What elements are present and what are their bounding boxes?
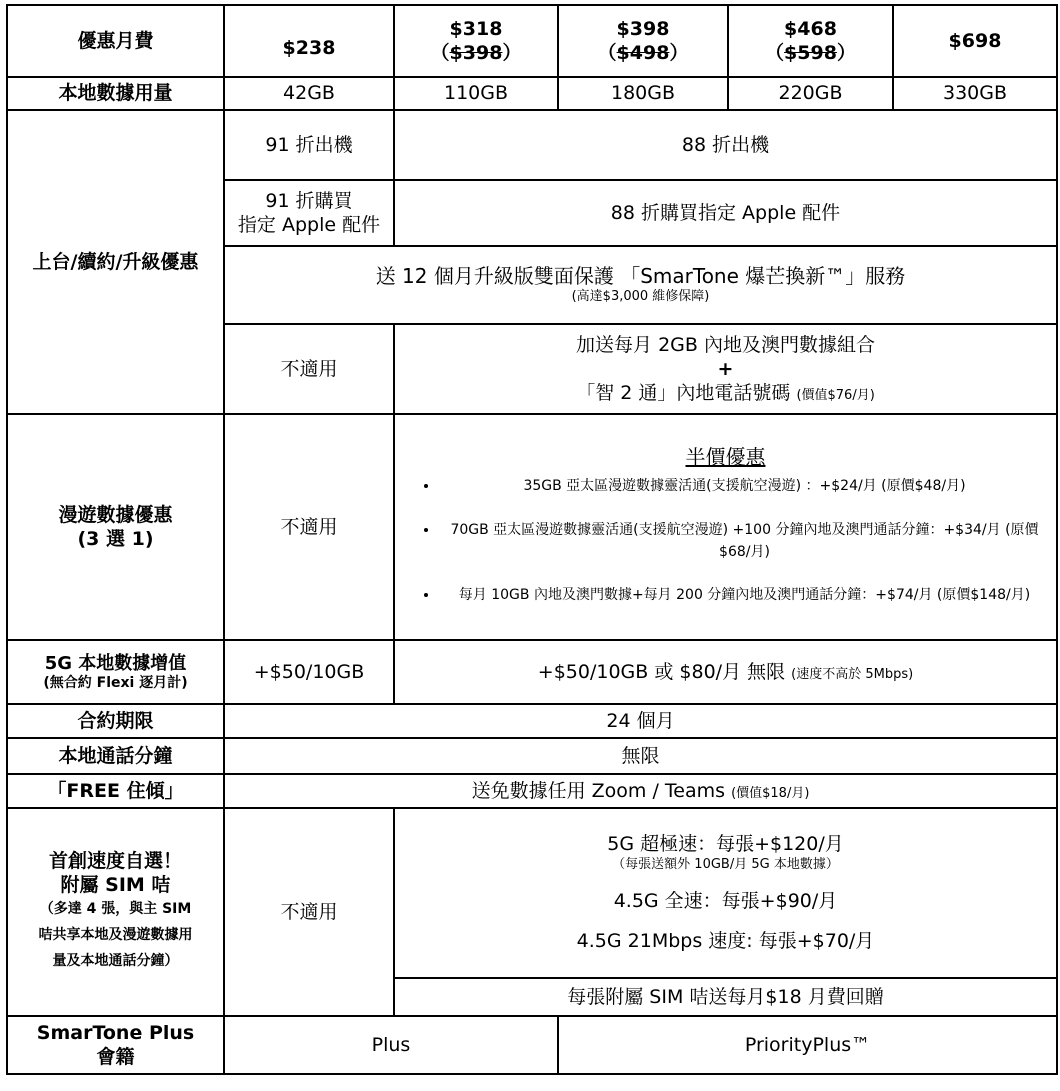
5g-addon-basic: +$50/10GB [224,640,394,704]
row-label-voice: 本地通話分鐘 [7,738,224,774]
row-roaming [7,414,1057,640]
row-label-contract: 合約期限 [7,704,224,738]
sim-tier-45g-21mbps: 4.5G 21Mbps 速度: 每張+$70/月 [576,930,875,953]
row-local-data [7,77,1057,110]
secondary-sim-tiers [394,808,1057,978]
voice-value: 無限 [224,738,1057,774]
plan-price-cell [558,5,728,77]
accessory-discount-others: 88 折購買指定 Apple 配件 [394,180,1057,246]
data-usage-value: 220GB [728,77,893,110]
roaming-title: 半價優惠 [685,444,766,469]
plan-price: $698 [948,29,1002,52]
row-label-local-data: 本地數據用量 [7,77,224,110]
protection-service [224,246,1057,324]
roaming-option: • 70GB 亞太區漫遊數據靈活通(支援航空漫遊) +100 分鐘內地及澳門通話分鐘：+$34/月 (原價$68/月) [439,520,1050,563]
free-zoom-value: 送免數據任用 Zoom / Teams (價值$18/月) [224,774,1057,808]
row-free-zoom [7,774,1057,808]
row-voice [7,738,1057,774]
membership-priority-plus: PriorityPlus™ [558,1016,1057,1074]
row-contract [7,704,1057,738]
plan-price: $468 [784,17,837,40]
data-usage-value: 330GB [893,77,1057,110]
plan-comparison-table [6,4,1058,1075]
secondary-sim-basic: 不適用 [224,808,394,1016]
plan-original-price: （$398） [430,42,522,64]
5g-addon-others: +$50/10GB 或 $80/月 無限 (速度不高於 5Mbps) [394,640,1057,704]
row-secondary-sim [7,808,1057,978]
row-label-roaming: 漫遊數據優惠 (3 選 1) [7,414,224,640]
data-usage-value: 42GB [224,77,394,110]
plan-price-cell [893,5,1057,77]
roaming-option: • 每月 10GB 內地及澳門數據+每月 200 分鐘內地及澳門通話分鐘：+$74/月 (原價$148/月) [439,585,1050,607]
membership-plus: Plus [224,1016,558,1074]
row-membership [7,1016,1057,1074]
row-monthly-fee [7,5,1057,77]
china-offer-basic: 不適用 [224,324,394,414]
data-usage-value: 180GB [558,77,728,110]
plan-price: $398 [616,17,670,40]
plan-original-price: （$598） [765,42,856,64]
plan-price: $318 [449,17,503,40]
plan-original-price: （$498） [597,42,689,64]
roaming-options [394,414,1057,640]
row-label-free-zoom: 「FREE 住傾」 [7,774,224,808]
handset-discount-others: 88 折出機 [394,110,1057,180]
contract-value: 24 個月 [224,704,1057,738]
row-label-membership: SmarTone Plus 會籍 [7,1016,224,1074]
sim-tier-45g-full: 4.5G 全速：每張+$90/月 [613,890,838,913]
china-offer-others: 加送每月 2GB 內地及澳門數據組合 + 「智 2 通」內地電話號碼 (價值$76/月) [394,324,1057,414]
plan-price-cell [394,5,558,77]
sim-tier-5g-note: （每張送額外 10GB/月 5G 本地數據） [612,856,839,872]
plan-price: $238 [282,36,336,59]
data-usage-value: 110GB [394,77,558,110]
row-label-offers: 上台/續約/升級優惠 [7,110,224,414]
handset-discount-basic: 91 折出機 [224,110,394,180]
row-label-5g-addon: 5G 本地數據增值 (無合約 Flexi 逐月計) [7,640,224,704]
secondary-sim-rebate: 每張附屬 SIM 咭送每月$18 月費回贈 [394,978,1057,1016]
row-label-monthly-fee: 優惠月費 [7,5,224,77]
row-offer-handset [7,110,1057,180]
roaming-basic: 不適用 [224,414,394,640]
plan-price-cell [728,5,893,77]
roaming-option: • 35GB 亞太區漫遊數據靈活通(支援航空漫遊) ：+$24/月 (原價$48/月) [439,476,1050,498]
row-label-secondary-sim: 首創速度自選！ 附屬 SIM 咭 （多達 4 張，與主 SIM 咭共享本地及漫遊數據用 量及本地通話分鐘） [7,808,224,1016]
plan-price-cell [224,5,394,77]
row-5g-addon [7,640,1057,704]
protection-note: (高達$3,000 維修保障) [571,289,710,305]
roaming-list [401,476,1050,607]
protection-text: 送 12 個月升級版雙面保護 「SmarTone 爆芒換新™」服務 [375,263,906,288]
accessory-discount-basic: 91 折購買 指定 Apple 配件 [224,180,394,246]
sim-tier-5g: 5G 超極速：每張+$120/月 [607,833,844,856]
